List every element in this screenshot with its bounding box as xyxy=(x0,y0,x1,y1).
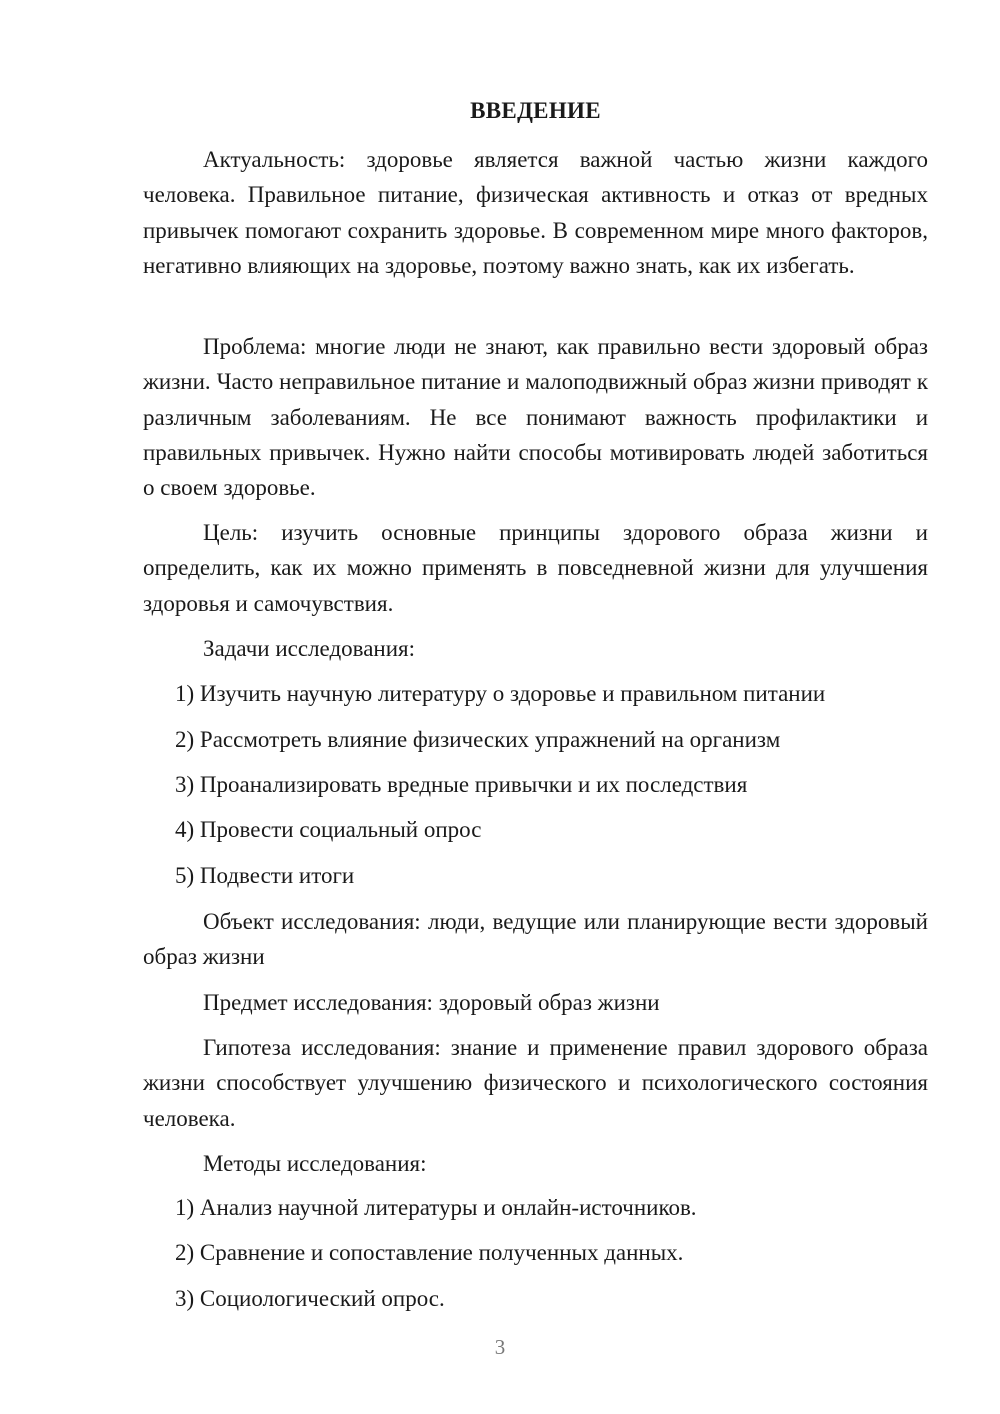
relevance-paragraph: Актуальность: здоровье является важной частью жизни каждого человека. Правильное питание, физическая активность и отказ от вредных привычек помогают сохранить здоровье. В современном мире много факторов, негативно влияющих на здоровье, поэтому важно знать, как их избегать. xyxy=(143,147,928,278)
task-item: 2) Рассмотреть влияние физических упражнений на организм xyxy=(175,727,781,752)
task-item: 1) Изучить научную литературу о здоровье и правильном питании xyxy=(175,681,826,706)
tasks-title: Задачи исследования: xyxy=(203,636,416,661)
methods-title: Методы исследования: xyxy=(203,1151,427,1176)
method-item: 1) Анализ научной литературы и онлайн-источников. xyxy=(175,1195,697,1220)
method-item: 2) Сравнение и сопоставление полученных данных. xyxy=(175,1240,684,1265)
goal-paragraph: Цель: изучить основные принципы здорового образа жизни и определить, как их можно применять в повседневной жизни для улучшения здоровья и самочувствия. xyxy=(143,520,928,616)
hypothesis-paragraph: Гипотеза исследования: знание и применение правил здорового образа жизни способствует улучшению физического и психологического состояния человека. xyxy=(143,1035,928,1131)
task-item: 4) Провести социальный опрос xyxy=(175,817,482,842)
problem-paragraph: Проблема: многие люди не знают, как правильно вести здоровый образ жизни. Часто неправильное питание и малоподвижный образ жизни приводят к различным заболеваниям. Не все понимают важность профилактики и правильных привычек. Нужно найти способы мотивировать людей заботиться о своем здоровье. xyxy=(143,334,928,501)
task-item: 5) Подвести итоги xyxy=(175,863,355,888)
object-paragraph: Объект исследования: люди, ведущие или планирующие вести здоровый образ жизни xyxy=(143,909,928,970)
page-number: 3 xyxy=(494,1335,506,1359)
subject-paragraph: Предмет исследования: здоровый образ жизни xyxy=(203,990,660,1015)
task-item: 3) Проанализировать вредные привычки и их последствия xyxy=(175,772,748,797)
section-heading: ВВЕДЕНИЕ xyxy=(470,98,601,123)
method-item: 3) Социологический опрос. xyxy=(175,1286,445,1311)
